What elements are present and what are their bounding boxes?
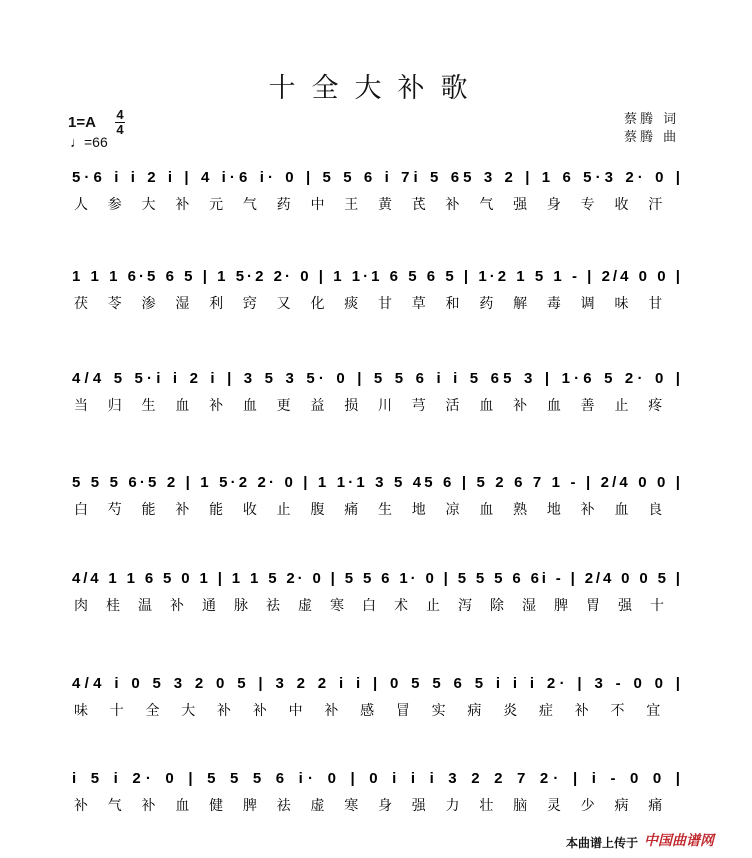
lyric-char: 通 [202, 597, 216, 613]
lyric-char: 实 [431, 702, 446, 718]
lyric-char: 寒 [330, 597, 344, 613]
lyric-char: 白 [74, 501, 88, 517]
lyric-char: 王 [344, 196, 359, 212]
lyric-char: 宜 [646, 702, 661, 718]
lyric-char: 能 [141, 501, 156, 517]
lyric-char: 虚 [298, 597, 312, 613]
lyric-char: 味 [614, 295, 629, 311]
lyric-char: 补 [74, 797, 88, 813]
notation-row: 4/4 5 5·i i 2 i | 3 5 3 5· 0 | 5 5 6 i i 5 65 3 | 1·6 5 2· 0 | [72, 370, 681, 387]
lyric-char: 身 [378, 797, 392, 813]
lyric-char: 凉 [445, 501, 460, 517]
lyric-char: 祛 [276, 797, 291, 813]
lyric-char: 和 [445, 295, 460, 311]
lyric-char: 窍 [242, 295, 257, 311]
lyric-char: 湿 [175, 295, 190, 311]
lyric-char: 身 [546, 196, 561, 212]
lyric-char: 血 [175, 797, 190, 813]
lyric-char: 止 [614, 397, 629, 413]
lyric-char: 止 [276, 501, 291, 517]
lyric-char: 人 [74, 196, 88, 212]
tempo-marking: ♩=66 [70, 134, 108, 150]
key-signature: 1=A [68, 114, 96, 131]
lyric-char: 脾 [554, 597, 568, 613]
lyricist-credit: 蔡腾 词 [624, 112, 680, 127]
lyric-char: 补 [217, 702, 232, 718]
lyric-char: 症 [538, 702, 553, 718]
lyric-char: 中 [310, 196, 325, 212]
lyric-char: 收 [614, 196, 629, 212]
notation-row: 4/4 i 0 5 3 2 0 5 | 3 2 2 i i | 0 5 5 6 5 i i i 2· | 3 - 0 0 | [72, 675, 681, 692]
lyric-char: 黄 [378, 196, 392, 212]
lyric-char: 血 [479, 397, 494, 413]
lyric-char: 草 [411, 295, 426, 311]
lyric-char: 甘 [378, 295, 392, 311]
lyric-char: 渗 [141, 295, 156, 311]
lyric-char: 术 [394, 597, 408, 613]
lyric-char: 少 [580, 797, 595, 813]
lyric-char: 桂 [106, 597, 120, 613]
lyric-char: 血 [242, 397, 257, 413]
lyric-char: 良 [648, 501, 663, 517]
lyric-char: 大 [181, 702, 196, 718]
lyric-char: 益 [310, 397, 325, 413]
lyric-char: 痛 [648, 797, 663, 813]
lyric-char: 补 [445, 196, 460, 212]
lyric-char: 熟 [513, 501, 528, 517]
lyric-char: 十 [650, 597, 664, 613]
lyric-char: 解 [513, 295, 528, 311]
lyric-char: 地 [411, 501, 426, 517]
lyric-char: 更 [276, 397, 291, 413]
lyric-char: 补 [324, 702, 339, 718]
lyric-char: 补 [513, 397, 528, 413]
lyric-char: 补 [252, 702, 267, 718]
footer-upload-text: 本曲谱上传于 [566, 836, 639, 850]
lyric-char: 活 [445, 397, 460, 413]
lyric-char: 药 [276, 196, 291, 212]
lyric-char: 又 [276, 295, 291, 311]
lyric-char: 祛 [266, 597, 280, 613]
lyric-char: 十 [109, 702, 124, 718]
lyric-char: 苓 [107, 295, 122, 311]
song-title: 十全大补歌 [268, 73, 484, 104]
lyric-char: 补 [209, 397, 224, 413]
lyric-char: 归 [107, 397, 122, 413]
lyric-char: 冒 [395, 702, 410, 718]
lyric-char: 病 [467, 702, 482, 718]
lyric-char: 汗 [648, 196, 663, 212]
lyric-char: 寒 [344, 797, 359, 813]
site-logo-text: 中国曲谱网 [644, 833, 714, 849]
lyric-char: 血 [614, 501, 629, 517]
lyric-char: 虚 [310, 797, 325, 813]
lyric-char: 脾 [242, 797, 257, 813]
lyric-char: 收 [242, 501, 257, 517]
time-signature-bottom: 4 [116, 122, 124, 137]
lyric-char: 强 [513, 196, 528, 212]
lyric-char: 利 [209, 295, 224, 311]
lyric-char: 地 [546, 501, 561, 517]
lyric-char: 补 [574, 702, 589, 718]
lyric-char: 调 [580, 295, 595, 311]
lyric-char: 气 [479, 196, 494, 212]
lyric-char: 芎 [411, 397, 426, 413]
lyric-char: 生 [141, 397, 156, 413]
lyric-char: 腹 [310, 501, 325, 517]
lyric-char: 痛 [344, 501, 359, 517]
lyric-char: 痰 [344, 295, 359, 311]
lyric-char: 专 [580, 196, 595, 212]
lyric-char: 强 [411, 797, 426, 813]
lyric-char: 补 [175, 501, 190, 517]
lyric-char: 白 [362, 597, 376, 613]
lyric-char: 补 [580, 501, 595, 517]
lyric-char: 脑 [513, 797, 528, 813]
lyric-char: 善 [580, 397, 595, 413]
lyric-char: 脉 [234, 597, 248, 613]
lyric-char: 补 [170, 597, 184, 613]
lyric-char: 健 [209, 797, 224, 813]
lyric-char: 病 [614, 797, 629, 813]
lyric-char: 除 [490, 597, 504, 613]
lyric-char: 强 [618, 597, 632, 613]
lyric-char: 芪 [411, 196, 426, 212]
notation-row: 1 1 1 6·5 6 5 | 1 5·2 2· 0 | 1 1·1 6 5 6 5 | 1·2 1 5 1 - | 2/4 0 0 | [72, 268, 680, 285]
notation-row: i 5 i 2· 0 | 5 5 5 6 i· 0 | 0 i i i 3 2 2 7 2· | i - 0 0 | [72, 770, 681, 787]
lyric-char: 芍 [107, 501, 122, 517]
lyric-char: 壮 [479, 797, 494, 813]
lyric-char: 气 [107, 797, 122, 813]
lyric-char: 味 [74, 702, 88, 718]
lyric-char: 感 [360, 702, 375, 718]
lyric-char: 血 [546, 397, 561, 413]
lyric-char: 当 [74, 397, 88, 413]
notation-row: 5·6 i i 2 i | 4 i·6 i· 0 | 5 5 6 i 7i 5 65 3 2 | 1 6 5·3 2· 0 | [72, 169, 680, 186]
notation-row: 4/4 1 1 6 5 0 1 | 1 1 5 2· 0 | 5 5 6 1· 0 | 5 5 5 6 6i - | 2/4 0 0 5 | [72, 570, 680, 587]
lyric-char: 灵 [546, 797, 561, 813]
lyric-char: 肉 [74, 597, 88, 613]
time-signature-top: 4 [116, 107, 124, 122]
lyric-char: 疼 [648, 397, 663, 413]
lyric-char: 中 [288, 702, 303, 718]
lyric-char: 毒 [546, 295, 561, 311]
lyric-char: 参 [107, 196, 122, 212]
lyric-char: 力 [445, 797, 460, 813]
lyric-char: 止 [426, 597, 440, 613]
lyric-char: 甘 [648, 295, 663, 311]
lyric-char: 不 [610, 702, 625, 718]
site-logo [644, 830, 714, 850]
composer-credit: 蔡腾 曲 [624, 130, 680, 145]
lyric-char: 大 [141, 196, 156, 212]
lyric-char: 能 [209, 501, 224, 517]
lyric-char: 补 [175, 196, 190, 212]
lyric-char: 补 [141, 797, 156, 813]
lyric-char: 生 [378, 501, 392, 517]
lyric-char: 损 [344, 397, 359, 413]
notation-row: 5 5 5 6·5 2 | 1 5·2 2· 0 | 1 1·1 3 5 45 6 | 5 2 6 7 1 - | 2/4 0 0 | [72, 474, 680, 491]
lyric-char: 气 [242, 196, 257, 212]
lyric-char: 炎 [503, 702, 518, 718]
lyric-char: 温 [138, 597, 152, 613]
lyric-char: 药 [479, 295, 494, 311]
lyric-char: 元 [209, 196, 224, 212]
lyric-char: 全 [145, 702, 160, 718]
lyric-char: 川 [378, 397, 392, 413]
lyric-char: 湿 [522, 597, 536, 613]
lyric-char: 化 [310, 295, 325, 311]
lyric-char: 血 [479, 501, 494, 517]
lyric-char: 茯 [74, 295, 88, 311]
lyric-char: 胃 [586, 597, 600, 613]
lyric-char: 泻 [458, 597, 472, 613]
lyric-char: 血 [175, 397, 190, 413]
